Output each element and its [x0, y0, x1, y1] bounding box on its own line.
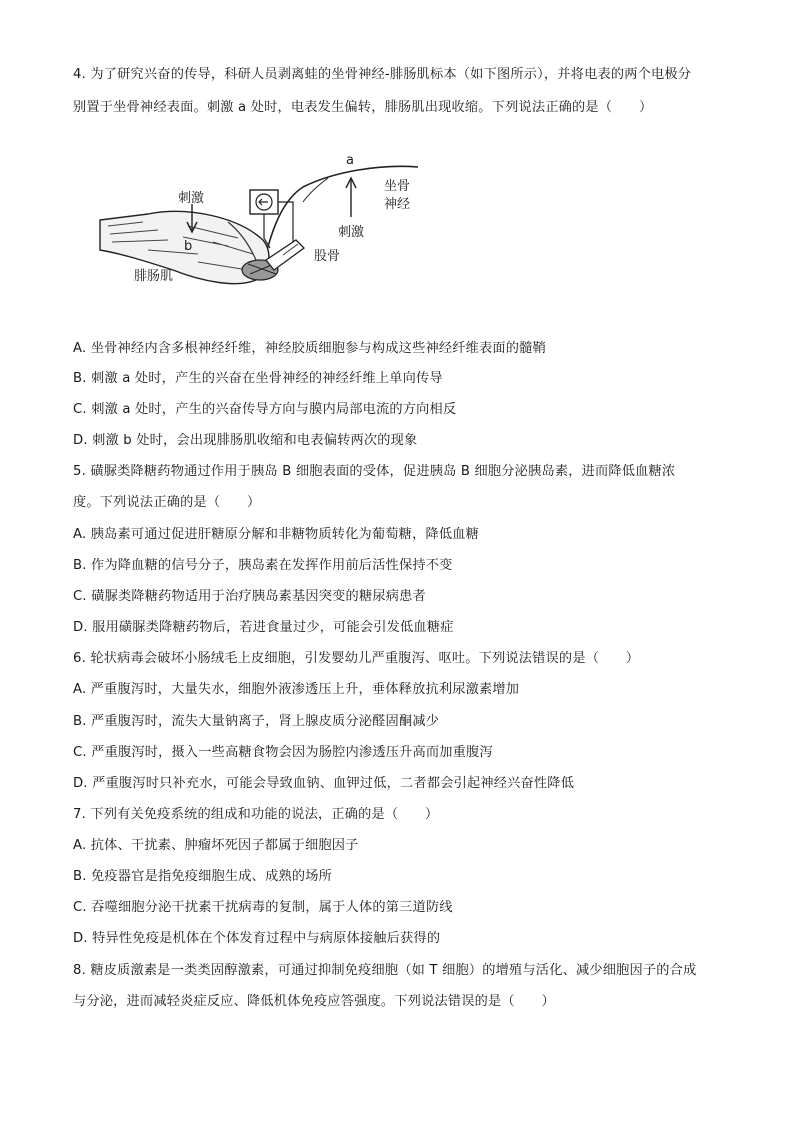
- q7-option-d: D. 特异性免疫是机体在个体发育过程中与病原体接触后获得的: [73, 931, 441, 946]
- label-stim-left: 刺激: [178, 191, 205, 206]
- label-nerve-1: 坐骨: [384, 179, 411, 194]
- q7-option-b: B. 免疫器官是指免疫细胞生成、成熟的场所: [73, 869, 333, 884]
- q8-stem-line2: 与分泌，进而减轻炎症反应、降低机体免疫应答强度。下列说法错误的是（ ）: [73, 994, 555, 1009]
- q6-stem-line1: 6. 轮状病毒会破坏小肠绒毛上皮细胞，引发婴幼儿严重腹泻、呕吐。下列说法错误的是（ ）: [73, 651, 640, 666]
- label-b: b: [184, 239, 193, 254]
- q6-option-d: D. 严重腹泻时只补充水，可能会导致血钠、血钾过低，二者都会引起神经兴奋性降低: [73, 776, 575, 791]
- q7-option-a: A. 抗体、干扰素、肿瘤坏死因子都属于细胞因子: [73, 838, 359, 853]
- q5-option-b: B. 作为降血糖的信号分子，胰岛素在发挥作用前后活性保持不变: [73, 558, 453, 573]
- label-bone: 股骨: [314, 249, 341, 264]
- q5-stem-line2: 度。下列说法正确的是（ ）: [73, 495, 261, 510]
- label-stim-right: 刺激: [338, 225, 365, 240]
- q6-option-b: B. 严重腹泻时，流失大量钠离子，肾上腺皮质分泌醛固酮减少: [73, 714, 440, 729]
- q5-stem-line1: 5. 磺脲类降糖药物通过作用于胰岛 B 细胞表面的受体，促进胰岛 B 细胞分泌胰岛素，进而降低血糖浓: [73, 464, 676, 479]
- q5-option-d: D. 服用磺脲类降糖药物后，若进食量过少，可能会引发低血糖症: [73, 620, 454, 635]
- nerve-muscle-figure: [88, 142, 438, 302]
- femur-bone: [266, 240, 304, 270]
- q6-option-a: A. 严重腹泻时，大量失水，细胞外液渗透压上升，垂体释放抗利尿激素增加: [73, 682, 520, 697]
- q4-stem-line1: 4. 为了研究兴奋的传导，科研人员剥离蛙的坐骨神经-腓肠肌标本（如下图所示），并将电表的两个电极分: [73, 67, 692, 82]
- q4-option-a: A. 坐骨神经内含多根神经纤维，神经胶质细胞参与构成这些神经纤维表面的髓鞘: [73, 341, 546, 356]
- q4-option-d: D. 刺激 b 处时，会出现腓肠肌收缩和电表偏转两次的现象: [73, 433, 418, 448]
- label-nerve-2: 神经: [384, 197, 411, 212]
- nerve-muscle-diagram: [88, 142, 438, 302]
- q4-option-b: B. 刺激 a 处时，产生的兴奋在坐骨神经的神经纤维上单向传导: [73, 371, 443, 386]
- q8-stem-line1: 8. 糖皮质激素是一类类固醇激素，可通过抑制免疫细胞（如 T 细胞）的增殖与活化、减少细胞因子的合成: [73, 963, 697, 978]
- q5-option-a: A. 胰岛素可通过促进肝糖原分解和非糖物质转化为葡萄糖，降低血糖: [73, 527, 480, 542]
- electrode-wire-right: [278, 202, 293, 242]
- label-muscle: 腓肠肌: [134, 269, 174, 284]
- q4-option-c: C. 刺激 a 处时，产生的兴奋传导方向与膜内局部电流的方向相反: [73, 402, 457, 417]
- q6-option-c: C. 严重腹泻时，摄入一些高糖食物会因为肠腔内渗透压升高而加重腹泻: [73, 745, 493, 760]
- label-a: a: [346, 153, 354, 168]
- q7-option-c: C. 吞噬细胞分泌干扰素干扰病毒的复制，属于人体的第三道防线: [73, 900, 453, 915]
- q4-stem-line2: 别置于坐骨神经表面。刺激 a 处时，电表发生偏转，腓肠肌出现收缩。下列说法正确的是（ ）: [73, 100, 653, 115]
- q7-stem-line1: 7. 下列有关免疫系统的组成和功能的说法，正确的是（ ）: [73, 807, 439, 822]
- q5-option-c: C. 磺脲类降糖药物适用于治疗胰岛素基因突变的糖尿病患者: [73, 589, 426, 604]
